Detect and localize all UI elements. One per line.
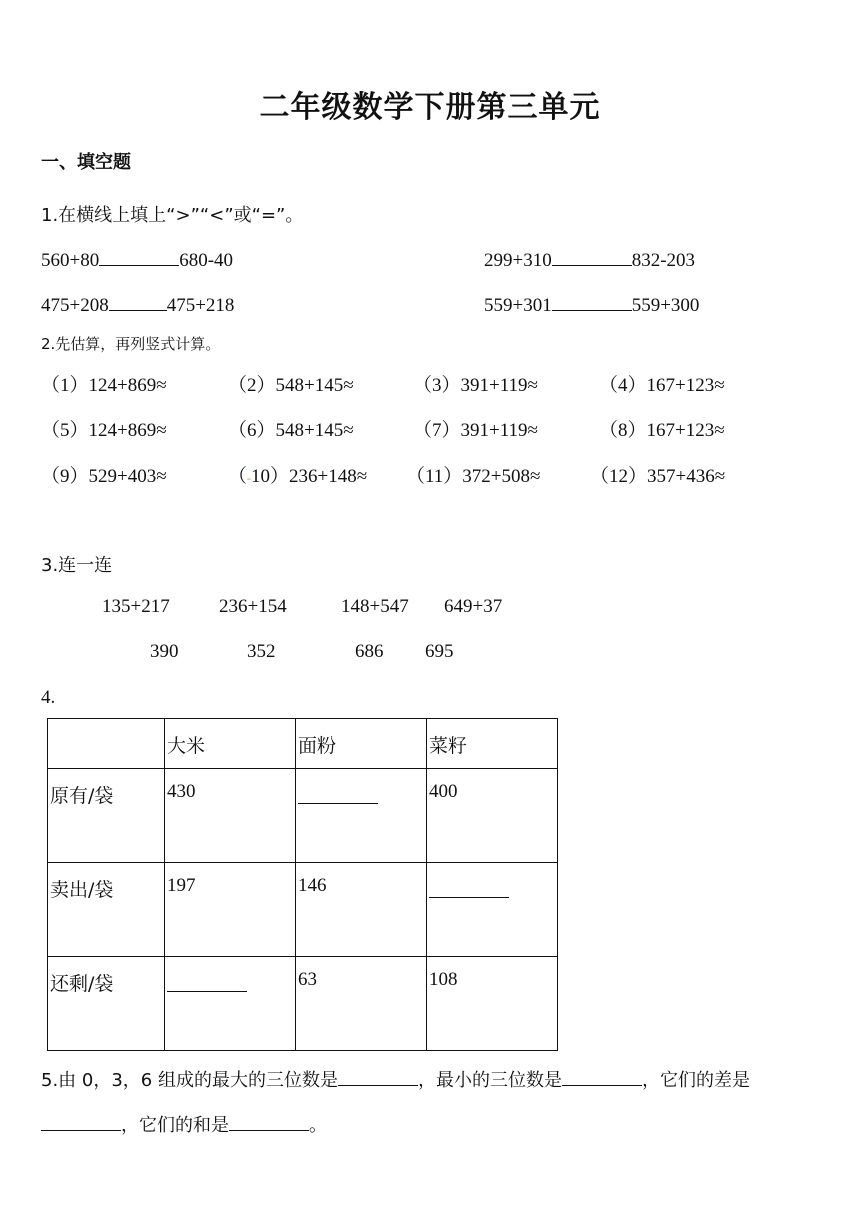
- q2-item-9: （9）529+403≈: [41, 466, 167, 487]
- q2-item-1: （1）124+869≈: [41, 375, 167, 396]
- row-label: 还剩/袋: [48, 957, 165, 1051]
- answer-blank[interactable]: [229, 1112, 309, 1131]
- answer-blank[interactable]: [99, 247, 179, 266]
- q5-line-2: [41, 1111, 327, 1137]
- q2-item-7: （7）391+119≈: [413, 420, 538, 441]
- q3-result-3[interactable]: 686: [355, 641, 384, 662]
- table-row: [48, 957, 558, 1051]
- q2-item-10-open: （: [228, 466, 248, 487]
- q3-result-4[interactable]: 695: [425, 641, 454, 662]
- answer-blank[interactable]: [552, 247, 632, 266]
- q1-item-2-left: 299+310: [484, 250, 552, 271]
- answer-blank[interactable]: [562, 1067, 642, 1086]
- table-header-cell: 菜籽: [427, 719, 558, 769]
- q5-part-5: 。: [309, 1115, 327, 1136]
- q2-item-2: （2）548+145≈: [228, 375, 354, 396]
- row-label: 原有/袋: [48, 769, 165, 863]
- q2-item-10: [228, 461, 367, 488]
- table-cell: 63: [296, 957, 427, 1051]
- answer-blank[interactable]: [552, 292, 632, 311]
- q2-item-12: （12）357+436≈: [590, 466, 726, 487]
- q1-item-3: [41, 292, 234, 317]
- answer-blank[interactable]: [109, 292, 167, 311]
- q1-item-2-right: 832-203: [631, 250, 696, 271]
- answer-blank[interactable]: [167, 969, 247, 992]
- table-row: [48, 769, 558, 863]
- table-cell: [296, 769, 427, 863]
- table-cell: [427, 863, 558, 957]
- q3-expression-3[interactable]: 148+547: [341, 596, 409, 617]
- table-header-cell: [48, 719, 165, 769]
- q2-item-8: （8）167+123≈: [599, 420, 725, 441]
- page-title: 二年级数学下册第三单元: [259, 90, 601, 125]
- q3-result-1[interactable]: 390: [150, 641, 179, 662]
- q1-item-3-right: 475+218: [166, 295, 235, 316]
- q2-item-5: （5）124+869≈: [41, 420, 167, 441]
- table-header-cell: 面粉: [296, 719, 427, 769]
- table-row: [48, 863, 558, 957]
- q1-item-3-left: 475+208: [41, 295, 109, 316]
- answer-blank[interactable]: [298, 781, 378, 804]
- q3-expression-2[interactable]: 236+154: [219, 596, 287, 617]
- q1-item-2: [484, 247, 695, 272]
- q5-part-2: ，最小的三位数是: [417, 1070, 562, 1091]
- q1-item-1: [41, 247, 233, 272]
- q1-item-4-left: 559+301: [484, 295, 552, 316]
- stray-mark: -: [247, 471, 252, 485]
- q1-item-1-left: 560+80: [41, 250, 100, 271]
- q1-prompt: 1.在横线上填上“>”“<”或“=”。: [41, 205, 304, 226]
- q5-part-4: ，它们的和是: [121, 1115, 229, 1136]
- table-cell: [165, 957, 296, 1051]
- q4-label: 4.: [41, 687, 56, 708]
- row-label: 卖出/袋: [48, 863, 165, 957]
- q2-item-6: （6）548+145≈: [228, 420, 354, 441]
- q2-item-11: （11）372+508≈: [406, 466, 541, 487]
- q3-result-2[interactable]: 352: [247, 641, 276, 662]
- q3-prompt: 3.连一连: [41, 555, 113, 576]
- q2-prompt: 2.先估算，再列竖式计算。: [41, 335, 221, 353]
- table-header-cell: 大米: [165, 719, 296, 769]
- q4-table: [47, 718, 558, 1051]
- answer-blank[interactable]: [429, 875, 509, 898]
- q2-item-10-rest: 10）236+148≈: [251, 466, 368, 487]
- table-cell: 108: [427, 957, 558, 1051]
- answer-blank[interactable]: [338, 1067, 418, 1086]
- table-cell: 197: [165, 863, 296, 957]
- q1-item-4-right: 559+300: [631, 295, 700, 316]
- q3-expression-1[interactable]: 135+217: [102, 596, 170, 617]
- q5-part-1: 5.由 0，3，6 组成的最大的三位数是: [41, 1070, 338, 1091]
- q1-item-1-right: 680-40: [179, 250, 234, 271]
- q5-line-1: [41, 1066, 750, 1092]
- q2-item-3: （3）391+119≈: [413, 375, 538, 396]
- q3-expression-4[interactable]: 649+37: [444, 596, 503, 617]
- q5-part-3: ，它们的差是: [641, 1070, 750, 1091]
- table-cell: 400: [427, 769, 558, 863]
- table-header-row: [48, 719, 558, 769]
- answer-blank[interactable]: [41, 1112, 121, 1131]
- section-heading-fill-in: 一、填空题: [41, 152, 131, 173]
- table-cell: 146: [296, 863, 427, 957]
- q2-item-4: （4）167+123≈: [599, 375, 725, 396]
- q1-item-4: [484, 292, 699, 317]
- table-cell: 430: [165, 769, 296, 863]
